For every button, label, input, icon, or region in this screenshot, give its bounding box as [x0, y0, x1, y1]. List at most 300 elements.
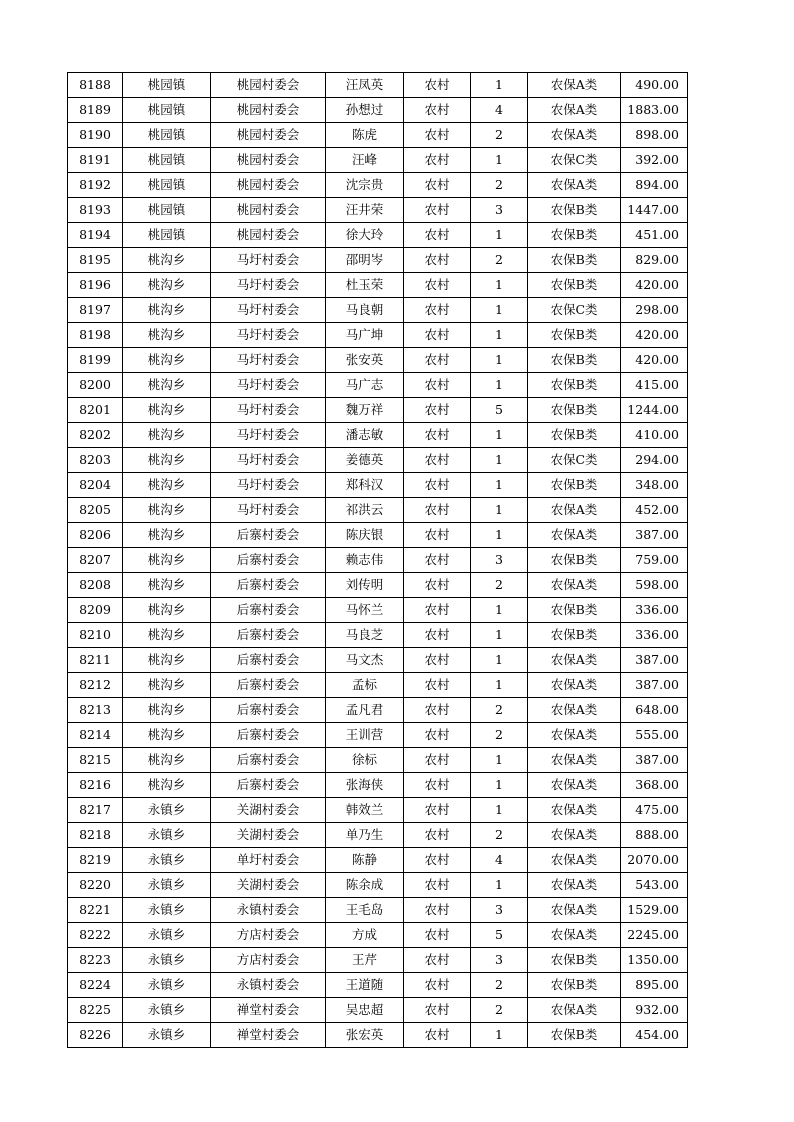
- household-type-cell: 农村: [404, 123, 471, 148]
- town-cell: 桃沟乡: [123, 473, 211, 498]
- town-cell: 桃沟乡: [123, 748, 211, 773]
- name-cell: 陈余成: [326, 873, 404, 898]
- village-cell: 后寨村委会: [211, 573, 326, 598]
- name-cell: 马良芝: [326, 623, 404, 648]
- member-count-cell: 2: [471, 573, 528, 598]
- name-cell: 张宏英: [326, 1023, 404, 1048]
- amount-cell: 543.00: [621, 873, 688, 898]
- town-cell: 桃沟乡: [123, 423, 211, 448]
- member-count-cell: 5: [471, 398, 528, 423]
- category-cell: 农保B类: [528, 948, 621, 973]
- category-cell: 农保A类: [528, 673, 621, 698]
- row-id-cell: 8188: [68, 73, 123, 98]
- village-cell: 桃园村委会: [211, 173, 326, 198]
- name-cell: 王毛岛: [326, 898, 404, 923]
- table-row: [68, 848, 688, 873]
- amount-cell: 829.00: [621, 248, 688, 273]
- town-cell: 桃沟乡: [123, 323, 211, 348]
- village-cell: 马圩村委会: [211, 423, 326, 448]
- name-cell: 刘传明: [326, 573, 404, 598]
- town-cell: 桃园镇: [123, 73, 211, 98]
- household-type-cell: 农村: [404, 1023, 471, 1048]
- household-type-cell: 农村: [404, 448, 471, 473]
- category-cell: 农保A类: [528, 798, 621, 823]
- roster-table: [67, 72, 688, 1048]
- town-cell: 桃园镇: [123, 148, 211, 173]
- row-id-cell: 8223: [68, 948, 123, 973]
- row-id-cell: 8207: [68, 548, 123, 573]
- amount-cell: 648.00: [621, 698, 688, 723]
- row-id-cell: 8191: [68, 148, 123, 173]
- amount-cell: 410.00: [621, 423, 688, 448]
- row-id-cell: 8220: [68, 873, 123, 898]
- town-cell: 桃沟乡: [123, 723, 211, 748]
- table-row: [68, 798, 688, 823]
- member-count-cell: 2: [471, 123, 528, 148]
- member-count-cell: 5: [471, 923, 528, 948]
- row-id-cell: 8208: [68, 573, 123, 598]
- amount-cell: 392.00: [621, 148, 688, 173]
- name-cell: 张海侠: [326, 773, 404, 798]
- town-cell: 桃沟乡: [123, 773, 211, 798]
- member-count-cell: 4: [471, 848, 528, 873]
- name-cell: 马怀兰: [326, 598, 404, 623]
- category-cell: 农保A类: [528, 723, 621, 748]
- household-type-cell: 农村: [404, 598, 471, 623]
- village-cell: 后寨村委会: [211, 773, 326, 798]
- household-type-cell: 农村: [404, 848, 471, 873]
- name-cell: 陈庆银: [326, 523, 404, 548]
- name-cell: 王芹: [326, 948, 404, 973]
- town-cell: 桃沟乡: [123, 548, 211, 573]
- amount-cell: 420.00: [621, 273, 688, 298]
- table-row: [68, 273, 688, 298]
- village-cell: 后寨村委会: [211, 598, 326, 623]
- household-type-cell: 农村: [404, 348, 471, 373]
- name-cell: 汪井荣: [326, 198, 404, 223]
- category-cell: 农保A类: [528, 773, 621, 798]
- village-cell: 马圩村委会: [211, 373, 326, 398]
- table-row: [68, 198, 688, 223]
- amount-cell: 2245.00: [621, 923, 688, 948]
- category-cell: 农保C类: [528, 148, 621, 173]
- amount-cell: 387.00: [621, 648, 688, 673]
- row-id-cell: 8198: [68, 323, 123, 348]
- table-body: [68, 73, 688, 1048]
- row-id-cell: 8216: [68, 773, 123, 798]
- amount-cell: 888.00: [621, 823, 688, 848]
- table-row: [68, 923, 688, 948]
- table-row: [68, 398, 688, 423]
- amount-cell: 555.00: [621, 723, 688, 748]
- row-id-cell: 8190: [68, 123, 123, 148]
- name-cell: 杜玉荣: [326, 273, 404, 298]
- town-cell: 桃园镇: [123, 223, 211, 248]
- member-count-cell: 1: [471, 873, 528, 898]
- name-cell: 姜德英: [326, 448, 404, 473]
- row-id-cell: 8197: [68, 298, 123, 323]
- category-cell: 农保B类: [528, 273, 621, 298]
- name-cell: 汪凤英: [326, 73, 404, 98]
- amount-cell: 1447.00: [621, 198, 688, 223]
- name-cell: 陈虎: [326, 123, 404, 148]
- member-count-cell: 2: [471, 823, 528, 848]
- row-id-cell: 8206: [68, 523, 123, 548]
- amount-cell: 898.00: [621, 123, 688, 148]
- town-cell: 桃园镇: [123, 98, 211, 123]
- member-count-cell: 1: [471, 223, 528, 248]
- member-count-cell: 1: [471, 523, 528, 548]
- category-cell: 农保A类: [528, 998, 621, 1023]
- town-cell: 永镇乡: [123, 948, 211, 973]
- amount-cell: 759.00: [621, 548, 688, 573]
- table-row: [68, 123, 688, 148]
- category-cell: 农保B类: [528, 973, 621, 998]
- category-cell: 农保A类: [528, 523, 621, 548]
- member-count-cell: 1: [471, 373, 528, 398]
- village-cell: 马圩村委会: [211, 273, 326, 298]
- category-cell: 农保A类: [528, 848, 621, 873]
- table-row: [68, 748, 688, 773]
- amount-cell: 598.00: [621, 573, 688, 598]
- row-id-cell: 8204: [68, 473, 123, 498]
- member-count-cell: 3: [471, 198, 528, 223]
- table-row: [68, 673, 688, 698]
- amount-cell: 1244.00: [621, 398, 688, 423]
- village-cell: 马圩村委会: [211, 298, 326, 323]
- household-type-cell: 农村: [404, 623, 471, 648]
- row-id-cell: 8200: [68, 373, 123, 398]
- household-type-cell: 农村: [404, 998, 471, 1023]
- table-row: [68, 173, 688, 198]
- town-cell: 永镇乡: [123, 873, 211, 898]
- name-cell: 魏万祥: [326, 398, 404, 423]
- member-count-cell: 1: [471, 598, 528, 623]
- village-cell: 桃园村委会: [211, 198, 326, 223]
- name-cell: 马广志: [326, 373, 404, 398]
- name-cell: 孙想过: [326, 98, 404, 123]
- table-row: [68, 698, 688, 723]
- row-id-cell: 8199: [68, 348, 123, 373]
- category-cell: 农保A类: [528, 823, 621, 848]
- row-id-cell: 8212: [68, 673, 123, 698]
- amount-cell: 387.00: [621, 673, 688, 698]
- household-type-cell: 农村: [404, 423, 471, 448]
- town-cell: 桃沟乡: [123, 498, 211, 523]
- village-cell: 桃园村委会: [211, 148, 326, 173]
- member-count-cell: 1: [471, 498, 528, 523]
- village-cell: 永镇村委会: [211, 898, 326, 923]
- table-row: [68, 473, 688, 498]
- amount-cell: 368.00: [621, 773, 688, 798]
- village-cell: 后寨村委会: [211, 623, 326, 648]
- row-id-cell: 8215: [68, 748, 123, 773]
- row-id-cell: 8209: [68, 598, 123, 623]
- name-cell: 单乃生: [326, 823, 404, 848]
- category-cell: 农保B类: [528, 473, 621, 498]
- village-cell: 关湖村委会: [211, 798, 326, 823]
- town-cell: 永镇乡: [123, 798, 211, 823]
- member-count-cell: 1: [471, 148, 528, 173]
- row-id-cell: 8210: [68, 623, 123, 648]
- town-cell: 桃沟乡: [123, 573, 211, 598]
- amount-cell: 387.00: [621, 748, 688, 773]
- amount-cell: 420.00: [621, 323, 688, 348]
- town-cell: 永镇乡: [123, 973, 211, 998]
- household-type-cell: 农村: [404, 673, 471, 698]
- category-cell: 农保C类: [528, 298, 621, 323]
- town-cell: 桃沟乡: [123, 298, 211, 323]
- category-cell: 农保B类: [528, 398, 621, 423]
- amount-cell: 894.00: [621, 173, 688, 198]
- table-row: [68, 898, 688, 923]
- row-id-cell: 8224: [68, 973, 123, 998]
- row-id-cell: 8211: [68, 648, 123, 673]
- category-cell: 农保A类: [528, 873, 621, 898]
- category-cell: 农保B类: [528, 348, 621, 373]
- household-type-cell: 农村: [404, 298, 471, 323]
- name-cell: 徐标: [326, 748, 404, 773]
- village-cell: 后寨村委会: [211, 548, 326, 573]
- town-cell: 桃沟乡: [123, 248, 211, 273]
- amount-cell: 1350.00: [621, 948, 688, 973]
- household-type-cell: 农村: [404, 948, 471, 973]
- table-row: [68, 973, 688, 998]
- table-row: [68, 148, 688, 173]
- town-cell: 桃沟乡: [123, 273, 211, 298]
- category-cell: 农保A类: [528, 698, 621, 723]
- row-id-cell: 8226: [68, 1023, 123, 1048]
- town-cell: 桃沟乡: [123, 673, 211, 698]
- town-cell: 永镇乡: [123, 848, 211, 873]
- member-count-cell: 1: [471, 798, 528, 823]
- category-cell: 农保A类: [528, 923, 621, 948]
- household-type-cell: 农村: [404, 823, 471, 848]
- row-id-cell: 8201: [68, 398, 123, 423]
- table-row: [68, 298, 688, 323]
- category-cell: 农保B类: [528, 198, 621, 223]
- name-cell: 马良朝: [326, 298, 404, 323]
- amount-cell: 336.00: [621, 598, 688, 623]
- member-count-cell: 2: [471, 698, 528, 723]
- member-count-cell: 1: [471, 73, 528, 98]
- category-cell: 农保A类: [528, 173, 621, 198]
- amount-cell: 420.00: [621, 348, 688, 373]
- household-type-cell: 农村: [404, 648, 471, 673]
- row-id-cell: 8202: [68, 423, 123, 448]
- household-type-cell: 农村: [404, 173, 471, 198]
- name-cell: 郑科汉: [326, 473, 404, 498]
- village-cell: 马圩村委会: [211, 348, 326, 373]
- village-cell: 后寨村委会: [211, 523, 326, 548]
- name-cell: 汪峰: [326, 148, 404, 173]
- household-type-cell: 农村: [404, 148, 471, 173]
- amount-cell: 451.00: [621, 223, 688, 248]
- household-type-cell: 农村: [404, 198, 471, 223]
- village-cell: 后寨村委会: [211, 723, 326, 748]
- member-count-cell: 3: [471, 948, 528, 973]
- category-cell: 农保C类: [528, 448, 621, 473]
- household-type-cell: 农村: [404, 223, 471, 248]
- member-count-cell: 1: [471, 648, 528, 673]
- category-cell: 农保B类: [528, 598, 621, 623]
- town-cell: 永镇乡: [123, 898, 211, 923]
- household-type-cell: 农村: [404, 548, 471, 573]
- village-cell: 桃园村委会: [211, 73, 326, 98]
- table-row: [68, 73, 688, 98]
- category-cell: 农保A类: [528, 898, 621, 923]
- member-count-cell: 2: [471, 723, 528, 748]
- town-cell: 永镇乡: [123, 1023, 211, 1048]
- table-row: [68, 598, 688, 623]
- village-cell: 马圩村委会: [211, 473, 326, 498]
- table-row: [68, 498, 688, 523]
- category-cell: 农保A类: [528, 498, 621, 523]
- village-cell: 单圩村委会: [211, 848, 326, 873]
- town-cell: 桃园镇: [123, 173, 211, 198]
- town-cell: 桃沟乡: [123, 348, 211, 373]
- town-cell: 桃园镇: [123, 198, 211, 223]
- category-cell: 农保B类: [528, 548, 621, 573]
- member-count-cell: 1: [471, 1023, 528, 1048]
- member-count-cell: 1: [471, 423, 528, 448]
- village-cell: 后寨村委会: [211, 698, 326, 723]
- town-cell: 桃沟乡: [123, 448, 211, 473]
- town-cell: 桃沟乡: [123, 648, 211, 673]
- village-cell: 后寨村委会: [211, 673, 326, 698]
- member-count-cell: 1: [471, 673, 528, 698]
- member-count-cell: 2: [471, 248, 528, 273]
- row-id-cell: 8217: [68, 798, 123, 823]
- name-cell: 孟标: [326, 673, 404, 698]
- village-cell: 方店村委会: [211, 923, 326, 948]
- table-row: [68, 573, 688, 598]
- village-cell: 马圩村委会: [211, 248, 326, 273]
- table-row: [68, 548, 688, 573]
- amount-cell: 387.00: [621, 523, 688, 548]
- name-cell: 王训营: [326, 723, 404, 748]
- village-cell: 马圩村委会: [211, 398, 326, 423]
- member-count-cell: 1: [471, 298, 528, 323]
- table-row: [68, 448, 688, 473]
- row-id-cell: 8219: [68, 848, 123, 873]
- amount-cell: 490.00: [621, 73, 688, 98]
- household-type-cell: 农村: [404, 273, 471, 298]
- table-row: [68, 823, 688, 848]
- category-cell: 农保B类: [528, 423, 621, 448]
- household-type-cell: 农村: [404, 473, 471, 498]
- member-count-cell: 1: [471, 323, 528, 348]
- household-type-cell: 农村: [404, 748, 471, 773]
- town-cell: 永镇乡: [123, 823, 211, 848]
- row-id-cell: 8218: [68, 823, 123, 848]
- table-row: [68, 348, 688, 373]
- household-type-cell: 农村: [404, 98, 471, 123]
- member-count-cell: 2: [471, 973, 528, 998]
- town-cell: 永镇乡: [123, 923, 211, 948]
- village-cell: 方店村委会: [211, 948, 326, 973]
- town-cell: 桃沟乡: [123, 523, 211, 548]
- town-cell: 永镇乡: [123, 998, 211, 1023]
- amount-cell: 1529.00: [621, 898, 688, 923]
- village-cell: 禅堂村委会: [211, 998, 326, 1023]
- village-cell: 马圩村委会: [211, 448, 326, 473]
- table-row: [68, 248, 688, 273]
- row-id-cell: 8193: [68, 198, 123, 223]
- amount-cell: 2070.00: [621, 848, 688, 873]
- member-count-cell: 2: [471, 998, 528, 1023]
- table-row: [68, 423, 688, 448]
- name-cell: 吴忠超: [326, 998, 404, 1023]
- household-type-cell: 农村: [404, 498, 471, 523]
- village-cell: 关湖村委会: [211, 823, 326, 848]
- amount-cell: 348.00: [621, 473, 688, 498]
- household-type-cell: 农村: [404, 323, 471, 348]
- table-row: [68, 223, 688, 248]
- village-cell: 桃园村委会: [211, 123, 326, 148]
- name-cell: 潘志敏: [326, 423, 404, 448]
- table-row: [68, 323, 688, 348]
- name-cell: 马文杰: [326, 648, 404, 673]
- table-row: [68, 873, 688, 898]
- member-count-cell: 2: [471, 173, 528, 198]
- village-cell: 禅堂村委会: [211, 1023, 326, 1048]
- town-cell: 桃沟乡: [123, 623, 211, 648]
- category-cell: 农保A类: [528, 573, 621, 598]
- household-type-cell: 农村: [404, 698, 471, 723]
- member-count-cell: 1: [471, 348, 528, 373]
- member-count-cell: 1: [471, 448, 528, 473]
- amount-cell: 1883.00: [621, 98, 688, 123]
- amount-cell: 475.00: [621, 798, 688, 823]
- table-row: [68, 623, 688, 648]
- household-type-cell: 农村: [404, 898, 471, 923]
- village-cell: 后寨村委会: [211, 648, 326, 673]
- household-type-cell: 农村: [404, 248, 471, 273]
- table-row: [68, 98, 688, 123]
- household-type-cell: 农村: [404, 523, 471, 548]
- member-count-cell: 3: [471, 898, 528, 923]
- household-type-cell: 农村: [404, 723, 471, 748]
- name-cell: 沈宗贵: [326, 173, 404, 198]
- member-count-cell: 1: [471, 623, 528, 648]
- row-id-cell: 8192: [68, 173, 123, 198]
- member-count-cell: 1: [471, 473, 528, 498]
- category-cell: 农保B类: [528, 1023, 621, 1048]
- table-row: [68, 523, 688, 548]
- name-cell: 孟凡君: [326, 698, 404, 723]
- village-cell: 桃园村委会: [211, 98, 326, 123]
- name-cell: 方成: [326, 923, 404, 948]
- amount-cell: 294.00: [621, 448, 688, 473]
- name-cell: 赖志伟: [326, 548, 404, 573]
- table-row: [68, 723, 688, 748]
- name-cell: 韩效兰: [326, 798, 404, 823]
- row-id-cell: 8196: [68, 273, 123, 298]
- name-cell: 陈静: [326, 848, 404, 873]
- village-cell: 后寨村委会: [211, 748, 326, 773]
- member-count-cell: 1: [471, 273, 528, 298]
- village-cell: 马圩村委会: [211, 498, 326, 523]
- category-cell: 农保B类: [528, 248, 621, 273]
- table-row: [68, 998, 688, 1023]
- amount-cell: 452.00: [621, 498, 688, 523]
- village-cell: 关湖村委会: [211, 873, 326, 898]
- village-cell: 马圩村委会: [211, 323, 326, 348]
- village-cell: 永镇村委会: [211, 973, 326, 998]
- member-count-cell: 1: [471, 773, 528, 798]
- amount-cell: 298.00: [621, 298, 688, 323]
